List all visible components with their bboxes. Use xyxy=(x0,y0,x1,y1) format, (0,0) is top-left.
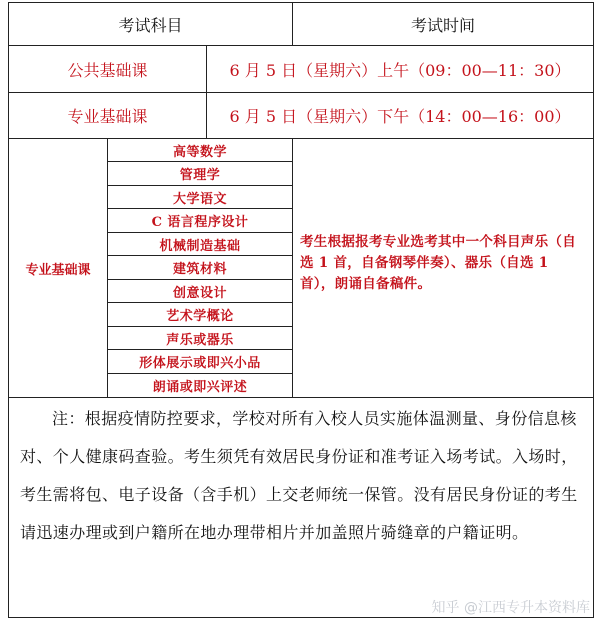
selection-requirement: 考生根据报考专业选考其中一个科目声乐（自选 1 首，自备钢琴伴奏）、器乐（自选 1 首），朗诵自备稿件。 xyxy=(300,234,576,292)
subject-item: 朗诵或即兴评述 xyxy=(152,380,248,395)
row-subject-professional: 专业基础课 xyxy=(67,107,148,126)
subject-item: 高等数学 xyxy=(172,144,227,160)
subject-item: 声乐或器乐 xyxy=(166,332,234,348)
category-label: 专业基础课 xyxy=(25,262,91,278)
subject-item: 创意设计 xyxy=(172,285,227,301)
subject-item: 艺术学概论 xyxy=(166,308,234,324)
notice-paragraph: 注：根据疫情防控要求，学校对所有入校人员实施体温测量、身份信息核对、个人健康码查验。考生须凭有效居民身份证和准考证入场考试。入场时，考生需将包、电子设备（含手机）上交老师统一保管。没有居民身份证的考生请迅速办理或到户籍所在地办理带相片并加盖照片骑缝章的户籍证明。 xyxy=(20,409,578,542)
header-time: 考试时间 xyxy=(410,15,475,35)
subject-item: 大学语文 xyxy=(172,191,227,207)
row-subject-public: 公共基础课 xyxy=(67,60,148,80)
row-time-public: 6 月 5 日（星期六）上午（09：00—11：30） xyxy=(229,60,571,80)
subject-item: 机械制造基础 xyxy=(159,238,241,254)
watermark: 知乎 @江西专升本资料库 xyxy=(431,600,590,616)
header-subject: 考试科目 xyxy=(118,15,183,35)
subject-item: 建筑材料 xyxy=(172,261,227,277)
subject-item: 形体展示或即兴小品 xyxy=(139,355,261,371)
row-time-professional: 6 月 5 日（星期六）下午（14：00—16：00） xyxy=(229,107,571,126)
subject-item: 管理学 xyxy=(179,167,221,183)
subject-item: C 语言程序设计 xyxy=(151,214,249,230)
